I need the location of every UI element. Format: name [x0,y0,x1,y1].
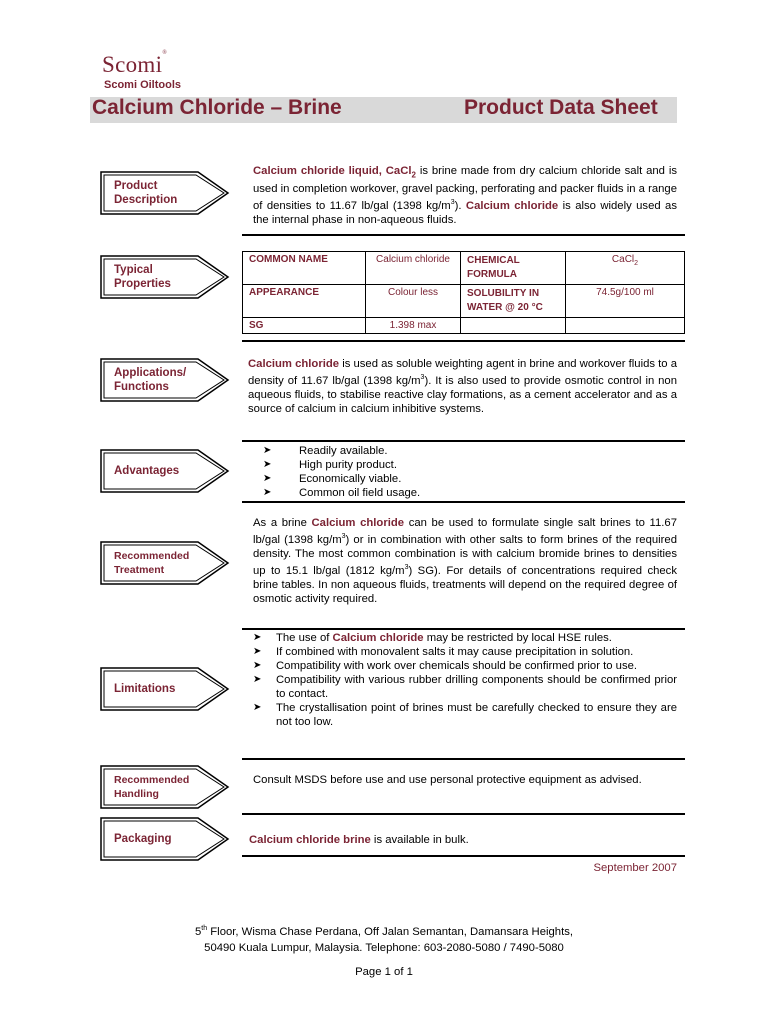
product-description-text: Calcium chloride liquid, CaCl$_2$ is brine made from dry calcium chloride salt and is used in completion workover, gravel packing, perforating and packer fluids in a range of densities to 11.67 lb/gal (1398 $kg/m^3$). Calcium chloride is also widely used as the internal phase in non-aqueous fluids. [253,165,677,227]
table-cell: Calcium chloride [366,252,461,285]
arrow-bullet-icon: ➤ [263,459,272,470]
list-item: ➤ High purity product. [263,459,397,471]
divider [242,501,685,503]
list-item: ➤ Readily available. [263,445,388,457]
table-cell: SOLUBILITY IN WATER @ 20 °C [461,285,566,318]
company-subname: Scomi Oiltools [104,79,182,91]
section-label-recommended-handling: Recommended Handling [100,765,230,809]
list-item: ➤ Economically viable. [263,473,402,485]
list-item: ➤ If combined with monovalent salts it may cause precipitation in solution. [253,646,634,658]
document-date: September 2007 [593,862,677,874]
divider [242,234,685,236]
applications-text: Calcium chloride is used as soluble weighting agent in brine and workover fluids to a density of 11.67 lb/gal (1398 $kg/m^3$). It is also used to provide osmotic control in non aqueous fluids, to stabilise reactive clay formations, as a cement accelerator and as a source of calcium in calcium inhibitive systems. [248,358,678,415]
arrow-bullet-icon: ➤ [253,660,262,671]
list-item: ➤ The use of Calcium chloride may be restricted by local HSE rules. [253,632,612,644]
table-cell: SG [243,318,366,334]
section-label-recommended-treatment: Recommended Treatment [100,541,230,585]
footer-address: 5th Floor, Wisma Chase Perdana, Off Jalan Semantan, Damansara Heights, 50490 Kuala Lumpur, Malaysia. Telephone: 603-2080-5080 / 7490-5080 [195,925,573,954]
table-cell: Colour less [366,285,461,318]
arrow-bullet-icon: ➤ [263,473,272,484]
packaging-text: Calcium chloride brine is available in bulk. [249,834,469,846]
handling-text: Consult MSDS before use and use personal protective equipment as advised. [253,774,642,786]
section-label-product-description: Product Description [100,171,230,215]
table-cell: 74.5g/100 ml [566,285,685,318]
product-title: Calcium Chloride – Brine [92,96,342,119]
page-number: Page 1 of 1 [355,966,413,978]
advantages-list [263,444,663,500]
properties-table [242,251,685,334]
divider [242,440,685,442]
arrow-bullet-icon: ➤ [253,632,262,643]
arrow-bullet-icon: ➤ [263,445,272,456]
table-cell: 1.398 max [366,318,461,334]
section-label-packaging: Packaging [100,817,230,861]
table-cell: APPEARANCE [243,285,366,318]
table-row [243,285,685,318]
table-row [243,318,685,334]
section-label-typical-properties: Typical Properties [100,255,230,299]
company-logo: Scomi® [102,50,168,77]
divider [242,628,685,630]
treatment-text: As a brine Calcium chloride can be used to formulate single salt brines to 11.67 lb/gal (1398 $kg/m^3$) or in combination with other salts to form brines of the required density. The most common combination is with calcium bromide brines to densities up to 15.1 lb/gal (1812 $kg/m^3$) SG). For details of concentrations required check brine tables. In non aqueous fluids, treatments will depend on the required degree of osmotic activity required. [253,517,677,605]
section-label-advantages: Advantages [100,449,230,493]
divider [242,813,685,815]
table-cell [566,318,685,334]
divider [242,758,685,760]
table-cell: CaCl$_2$ [566,252,685,285]
list-item: ➤ The crystallisation point of brines must be carefully checked to ensure they are not too low. [253,702,677,728]
list-item: ➤ Compatibility with various rubber drilling components should be confirmed prior to contact. [253,674,677,700]
table-cell [461,318,566,334]
list-item: ➤ Common oil field usage. [263,487,421,499]
arrow-bullet-icon: ➤ [253,702,262,713]
arrow-bullet-icon: ➤ [263,487,272,498]
limitations-list [253,631,677,729]
section-label-limitations: Limitations [100,667,230,711]
table-cell: COMMON NAME [243,252,366,285]
table-cell: CHEMICAL FORMULA [461,252,566,285]
list-item: ➤ Compatibility with work over chemicals should be confirmed prior to use. [253,660,638,672]
document-type-title: Product Data Sheet [464,96,658,119]
section-label-applications: Applications/ Functions [100,358,230,402]
arrow-bullet-icon: ➤ [253,646,262,657]
divider [242,855,685,857]
arrow-bullet-icon: ➤ [253,674,262,685]
divider [242,340,685,342]
table-row [243,252,685,285]
